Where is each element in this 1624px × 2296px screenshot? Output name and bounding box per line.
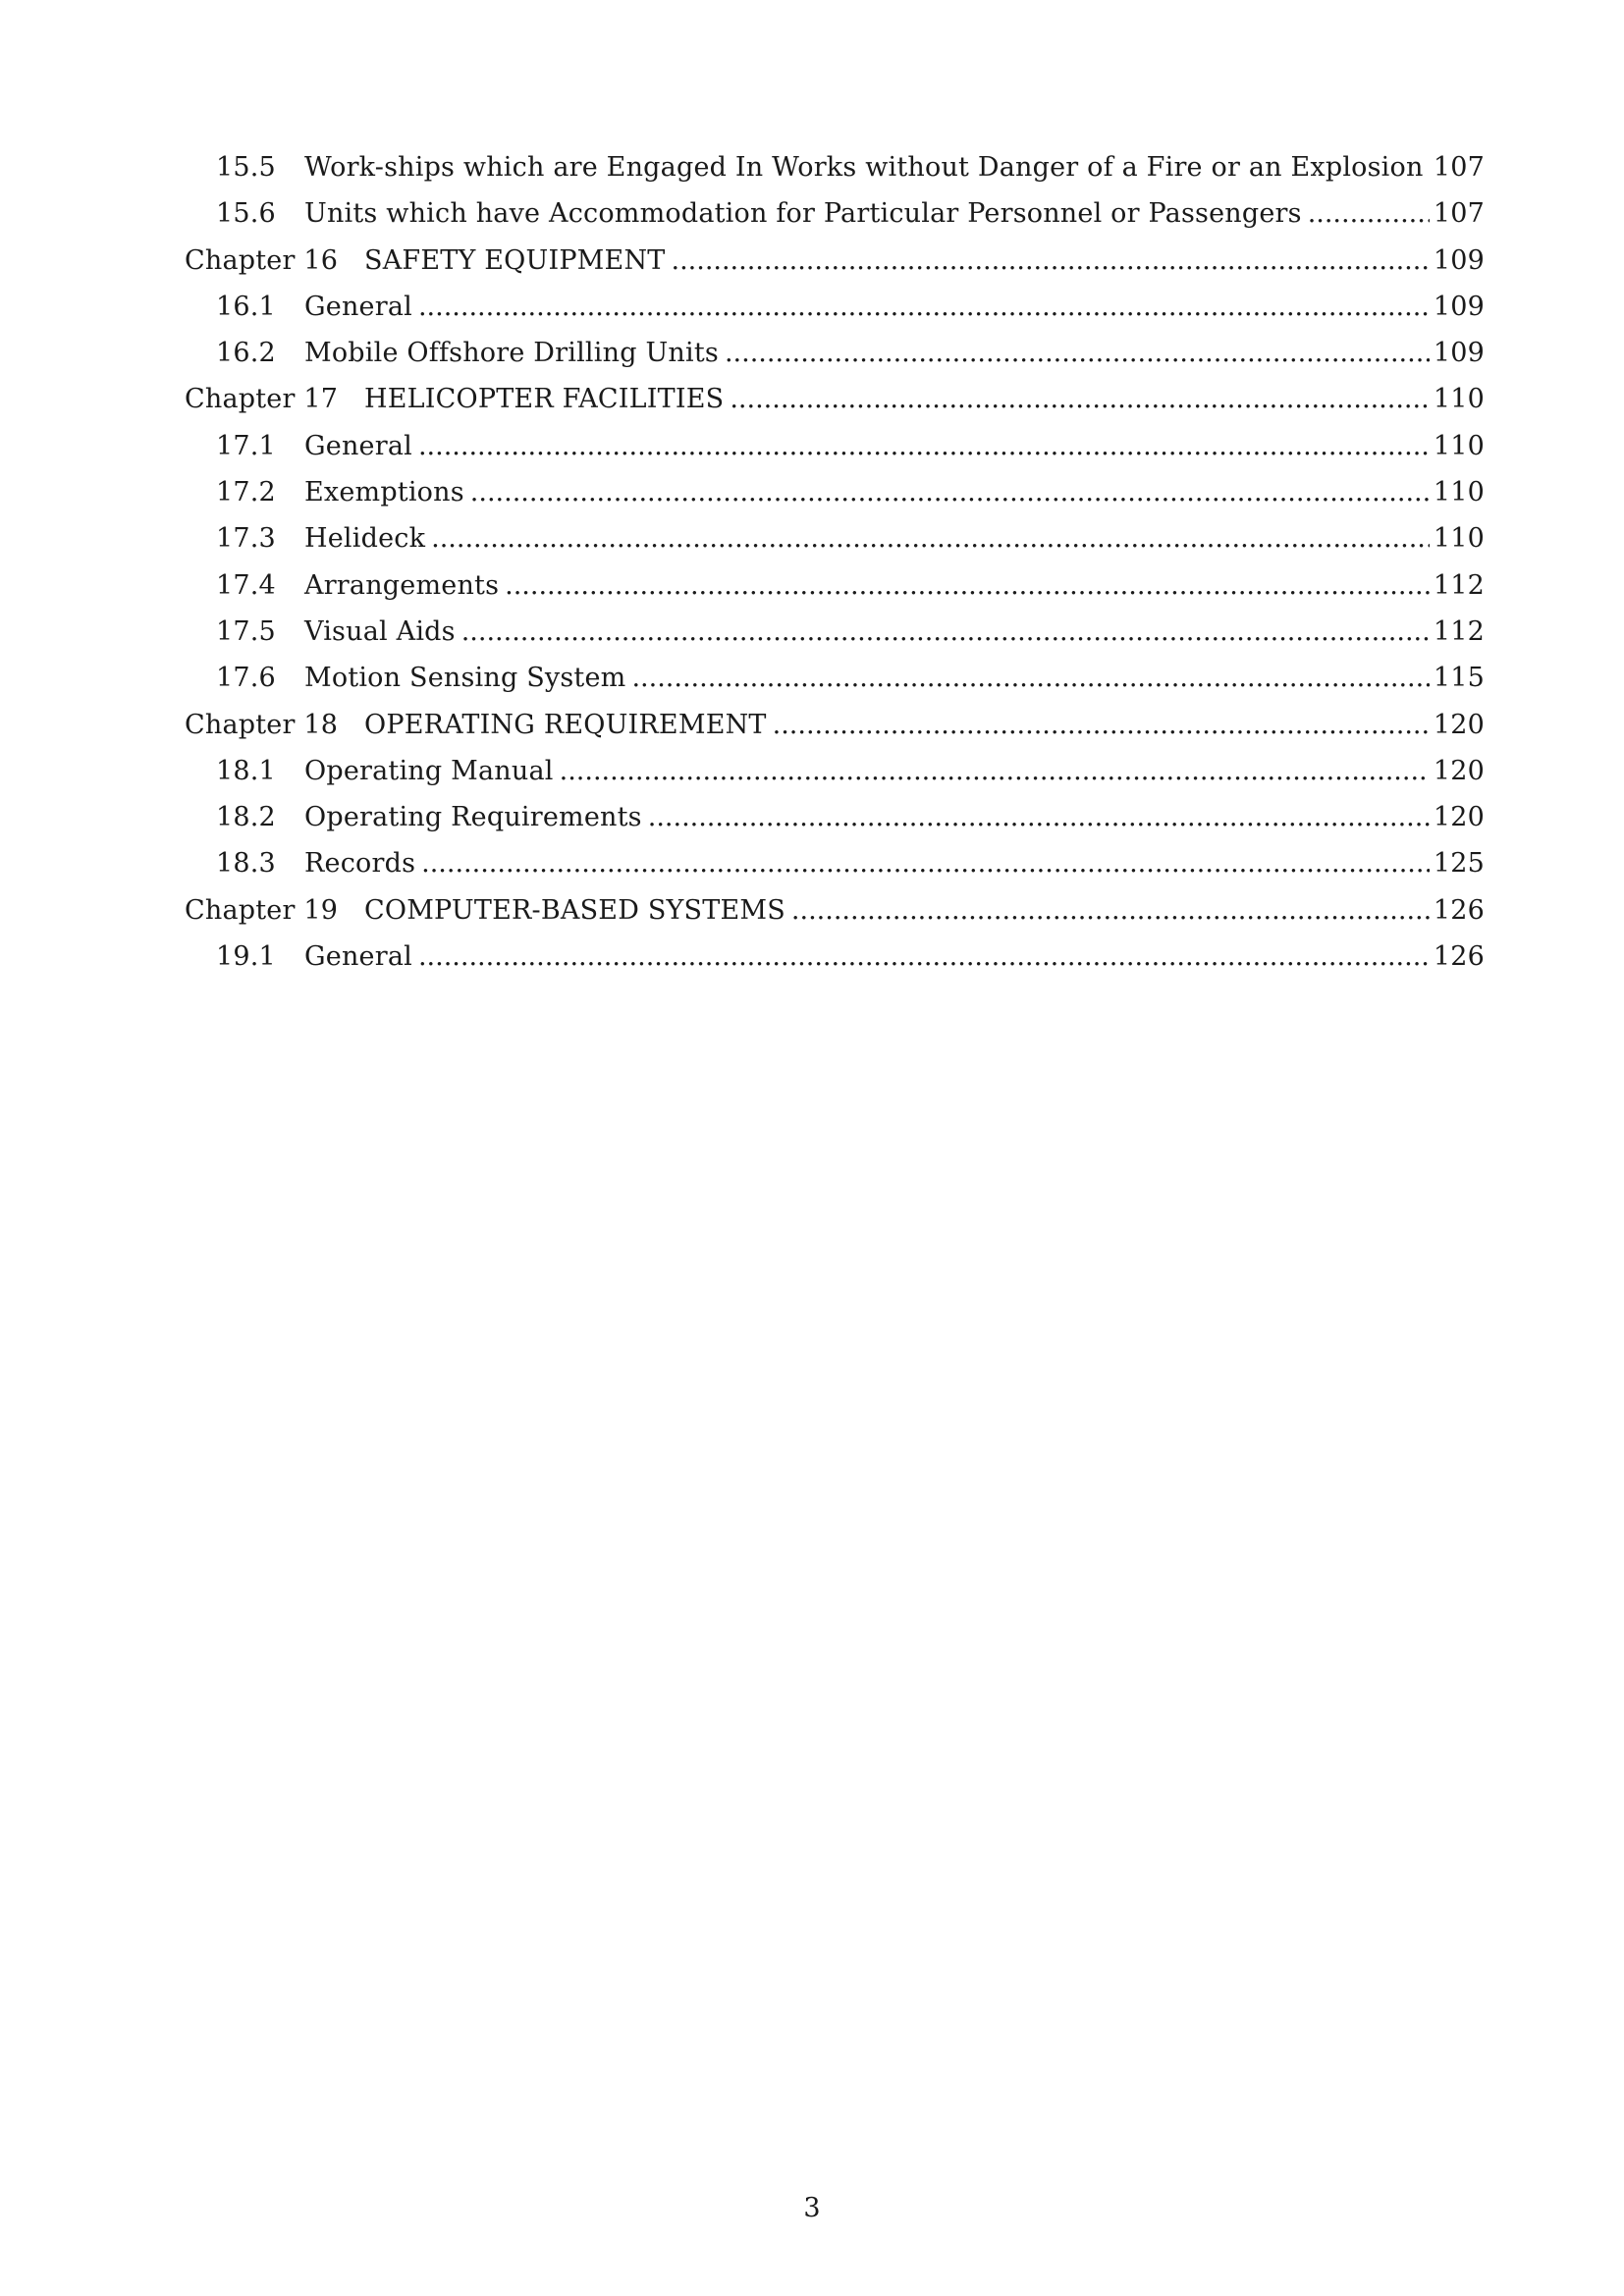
toc-entry-15-5[interactable] bbox=[185, 152, 1485, 198]
toc-chapter-number: Chapter 16 bbox=[185, 244, 339, 276]
toc-entry-number: 18.2 bbox=[216, 802, 276, 833]
toc-entry-17-3[interactable] bbox=[185, 523, 1485, 569]
toc-entry-title: Work-ships which are Engaged In Works without Danger of a Fire or an Explosion bbox=[304, 152, 1424, 183]
toc-entry-title: Mobile Offshore Drilling Units bbox=[304, 338, 719, 369]
toc-entry-18-1[interactable] bbox=[185, 756, 1485, 802]
toc-entry-page: 120 bbox=[1433, 709, 1485, 740]
toc-chapter-17[interactable] bbox=[185, 384, 1485, 430]
dot-leader bbox=[791, 895, 1430, 926]
toc-chapter-number: Chapter 17 bbox=[185, 384, 339, 415]
dot-leader bbox=[671, 245, 1429, 276]
toc-chapter-title: OPERATING REQUIREMENT bbox=[364, 709, 767, 740]
toc-entry-page: 107 bbox=[1433, 152, 1485, 183]
page-number: 3 bbox=[803, 2193, 821, 2223]
table-of-contents bbox=[185, 152, 1485, 988]
toc-entry-title: Arrangements bbox=[304, 569, 500, 601]
toc-entry-17-2[interactable] bbox=[185, 477, 1485, 523]
toc-entry-number: 16.1 bbox=[216, 291, 276, 322]
toc-entry-title: General bbox=[304, 291, 412, 322]
toc-chapter-number: Chapter 18 bbox=[185, 709, 339, 740]
toc-chapter-18[interactable] bbox=[185, 710, 1485, 756]
toc-entry-page: 110 bbox=[1433, 477, 1485, 508]
toc-chapter-title: COMPUTER-BASED SYSTEMS bbox=[364, 894, 785, 926]
toc-entry-title: Operating Manual bbox=[304, 755, 554, 786]
dot-leader bbox=[461, 616, 1430, 647]
toc-entry-page: 110 bbox=[1433, 430, 1485, 461]
toc-entry-18-3[interactable] bbox=[185, 848, 1485, 894]
toc-entry-page: 126 bbox=[1433, 894, 1485, 926]
toc-entry-page: 110 bbox=[1433, 523, 1485, 555]
dot-leader bbox=[648, 802, 1430, 832]
toc-entry-number: 19.1 bbox=[216, 941, 276, 973]
toc-entry-number: 15.6 bbox=[216, 198, 276, 230]
toc-entry-title: Motion Sensing System bbox=[304, 663, 626, 694]
toc-chapter-title: HELICOPTER FACILITIES bbox=[364, 384, 725, 415]
dot-leader bbox=[421, 848, 1430, 879]
toc-entry-title: General bbox=[304, 430, 412, 461]
toc-entry-page: 109 bbox=[1433, 244, 1485, 276]
toc-entry-17-1[interactable] bbox=[185, 431, 1485, 477]
toc-entry-number: 18.3 bbox=[216, 848, 276, 880]
dot-leader bbox=[418, 431, 1430, 461]
toc-entry-page: 120 bbox=[1433, 802, 1485, 833]
dot-leader bbox=[418, 292, 1430, 322]
toc-entry-page: 126 bbox=[1433, 941, 1485, 973]
toc-entry-15-6[interactable] bbox=[185, 198, 1485, 244]
toc-entry-page: 125 bbox=[1433, 848, 1485, 880]
toc-entry-page: 115 bbox=[1433, 663, 1485, 694]
dot-leader bbox=[1308, 198, 1430, 229]
toc-entry-number: 17.1 bbox=[216, 430, 276, 461]
toc-entry-17-4[interactable] bbox=[185, 570, 1485, 616]
dot-leader bbox=[470, 477, 1430, 507]
toc-entry-page: 120 bbox=[1433, 755, 1485, 786]
dot-leader bbox=[505, 570, 1430, 601]
toc-entry-page: 107 bbox=[1433, 198, 1485, 230]
toc-entry-18-2[interactable] bbox=[185, 802, 1485, 848]
toc-entry-number: 16.2 bbox=[216, 338, 276, 369]
dot-leader bbox=[725, 338, 1430, 368]
dot-leader bbox=[631, 663, 1429, 693]
toc-entry-title: Records bbox=[304, 848, 416, 880]
toc-entry-number: 17.6 bbox=[216, 663, 276, 694]
toc-entry-16-1[interactable] bbox=[185, 292, 1485, 338]
toc-entry-number: 18.1 bbox=[216, 755, 276, 786]
toc-entry-page: 109 bbox=[1433, 338, 1485, 369]
toc-entry-title: Visual Aids bbox=[304, 615, 456, 647]
toc-entry-number: 17.5 bbox=[216, 615, 276, 647]
toc-chapter-19[interactable] bbox=[185, 895, 1485, 941]
toc-entry-17-6[interactable] bbox=[185, 663, 1485, 709]
toc-entry-page: 112 bbox=[1433, 615, 1485, 647]
dot-leader bbox=[431, 523, 1430, 554]
dot-leader bbox=[730, 384, 1430, 414]
toc-entry-number: 15.5 bbox=[216, 152, 276, 183]
dot-leader bbox=[773, 710, 1430, 740]
toc-entry-page: 110 bbox=[1433, 384, 1485, 415]
toc-entry-19-1[interactable] bbox=[185, 941, 1485, 988]
toc-entry-title: Units which have Accommodation for Particular Personnel or Passengers bbox=[304, 198, 1302, 230]
dot-leader bbox=[560, 756, 1430, 786]
dot-leader bbox=[418, 941, 1430, 972]
toc-entry-16-2[interactable] bbox=[185, 338, 1485, 384]
toc-entry-title: Operating Requirements bbox=[304, 802, 642, 833]
toc-chapter-number: Chapter 19 bbox=[185, 894, 339, 926]
toc-entry-title: Helideck bbox=[304, 523, 426, 555]
toc-chapter-16[interactable] bbox=[185, 245, 1485, 292]
toc-entry-number: 17.4 bbox=[216, 569, 276, 601]
toc-entry-number: 17.3 bbox=[216, 523, 276, 555]
toc-entry-page: 109 bbox=[1433, 291, 1485, 322]
toc-entry-number: 17.2 bbox=[216, 477, 276, 508]
toc-chapter-title: SAFETY EQUIPMENT bbox=[364, 244, 666, 276]
toc-entry-17-5[interactable] bbox=[185, 616, 1485, 663]
toc-entry-title: Exemptions bbox=[304, 477, 464, 508]
toc-entry-page: 112 bbox=[1433, 569, 1485, 601]
toc-entry-title: General bbox=[304, 941, 412, 973]
